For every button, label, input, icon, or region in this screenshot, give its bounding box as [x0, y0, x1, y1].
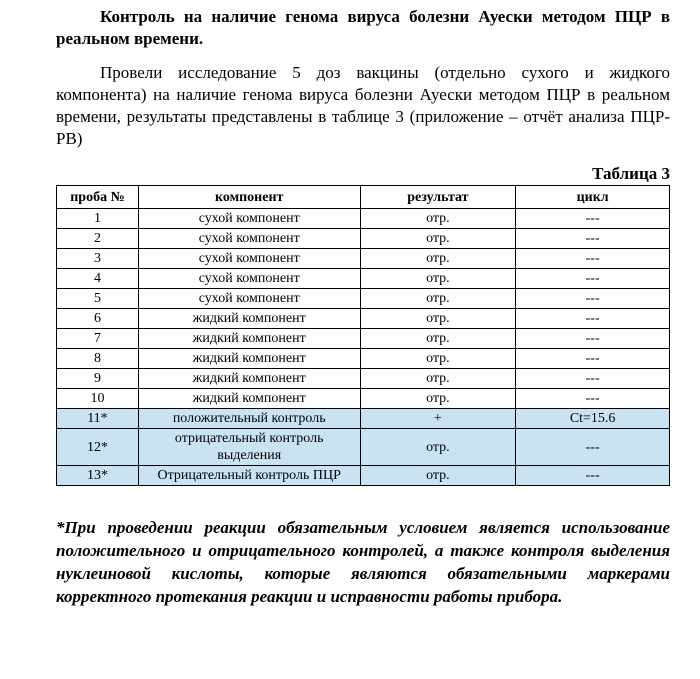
cell-sample-no: 11*: [57, 409, 139, 429]
table-body: [57, 209, 670, 486]
cell-result: отр.: [360, 369, 516, 389]
cell-cycle: ---: [516, 389, 670, 409]
results-table: [56, 185, 670, 486]
cell-result: отр.: [360, 209, 516, 229]
cell-result: отр.: [360, 466, 516, 486]
cell-result: отр.: [360, 389, 516, 409]
cell-sample-no: 10: [57, 389, 139, 409]
header-cycle: цикл: [516, 186, 670, 209]
cell-cycle: ---: [516, 289, 670, 309]
cell-result: отр.: [360, 229, 516, 249]
cell-sample-no: 8: [57, 349, 139, 369]
cell-sample-no: 1: [57, 209, 139, 229]
cell-cycle: ---: [516, 466, 670, 486]
cell-component: сухой компонент: [138, 229, 360, 249]
control-row: [57, 466, 670, 486]
cell-result: отр.: [360, 309, 516, 329]
cell-cycle: Ct=15.6: [516, 409, 670, 429]
cell-cycle: ---: [516, 369, 670, 389]
cell-component: Отрицательный контроль ПЦР: [138, 466, 360, 486]
cell-cycle: ---: [516, 329, 670, 349]
cell-sample-no: 12*: [57, 429, 139, 466]
cell-component: жидкий компонент: [138, 349, 360, 369]
cell-sample-no: 6: [57, 309, 139, 329]
cell-cycle: ---: [516, 349, 670, 369]
document-page: [56, 6, 670, 608]
table-row: [57, 349, 670, 369]
cell-result: отр.: [360, 349, 516, 369]
cell-result: отр.: [360, 429, 516, 466]
table-row: [57, 269, 670, 289]
cell-sample-no: 4: [57, 269, 139, 289]
table-row: [57, 209, 670, 229]
control-row: [57, 409, 670, 429]
header-component: компонент: [138, 186, 360, 209]
cell-cycle: ---: [516, 249, 670, 269]
cell-sample-no: 5: [57, 289, 139, 309]
table-header-row: [57, 186, 670, 209]
cell-result: отр.: [360, 289, 516, 309]
table-row: [57, 249, 670, 269]
cell-result: отр.: [360, 329, 516, 349]
cell-cycle: ---: [516, 429, 670, 466]
body-paragraph: Провели исследование 5 доз вакцины (отдельно сухого и жидкого компонента) на наличие генома вируса болезни Ауески методом ПЦР в реальном времени, результаты представлены в таблице 3 (приложение – отчёт анализа ПЦР-РВ): [56, 63, 670, 148]
cell-result: отр.: [360, 269, 516, 289]
control-row: [57, 429, 670, 466]
table-row: [57, 389, 670, 409]
cell-result: +: [360, 409, 516, 429]
cell-sample-no: 9: [57, 369, 139, 389]
cell-cycle: ---: [516, 209, 670, 229]
table-row: [57, 309, 670, 329]
cell-sample-no: 13*: [57, 466, 139, 486]
table-row: [57, 329, 670, 349]
cell-sample-no: 7: [57, 329, 139, 349]
cell-component: жидкий компонент: [138, 389, 360, 409]
table-caption: Таблица 3: [592, 164, 670, 183]
cell-sample-no: 3: [57, 249, 139, 269]
cell-component: сухой компонент: [138, 289, 360, 309]
section-heading: Контроль на наличие генома вируса болезни Ауески методом ПЦР в реальном времени.: [56, 7, 670, 48]
cell-component: положительный контроль: [138, 409, 360, 429]
cell-sample-no: 2: [57, 229, 139, 249]
table-row: [57, 369, 670, 389]
footnote: *При проведении реакции обязательным условием является использование положительного и отрицательного контролей, а также контроля выделения нуклеиновой кислоты, которые являются обязательными маркерами корректного протекания реакции и исправности работы прибора.: [56, 518, 670, 606]
cell-component: жидкий компонент: [138, 369, 360, 389]
header-result: результат: [360, 186, 516, 209]
cell-component: отрицательный контроль выделения: [138, 429, 360, 466]
cell-result: отр.: [360, 249, 516, 269]
cell-component: жидкий компонент: [138, 309, 360, 329]
cell-component: сухой компонент: [138, 209, 360, 229]
cell-component: сухой компонент: [138, 249, 360, 269]
table-row: [57, 229, 670, 249]
cell-component: жидкий компонент: [138, 329, 360, 349]
header-sample-no: проба №: [57, 186, 139, 209]
cell-component: сухой компонент: [138, 269, 360, 289]
cell-cycle: ---: [516, 309, 670, 329]
table-row: [57, 289, 670, 309]
cell-cycle: ---: [516, 269, 670, 289]
cell-cycle: ---: [516, 229, 670, 249]
